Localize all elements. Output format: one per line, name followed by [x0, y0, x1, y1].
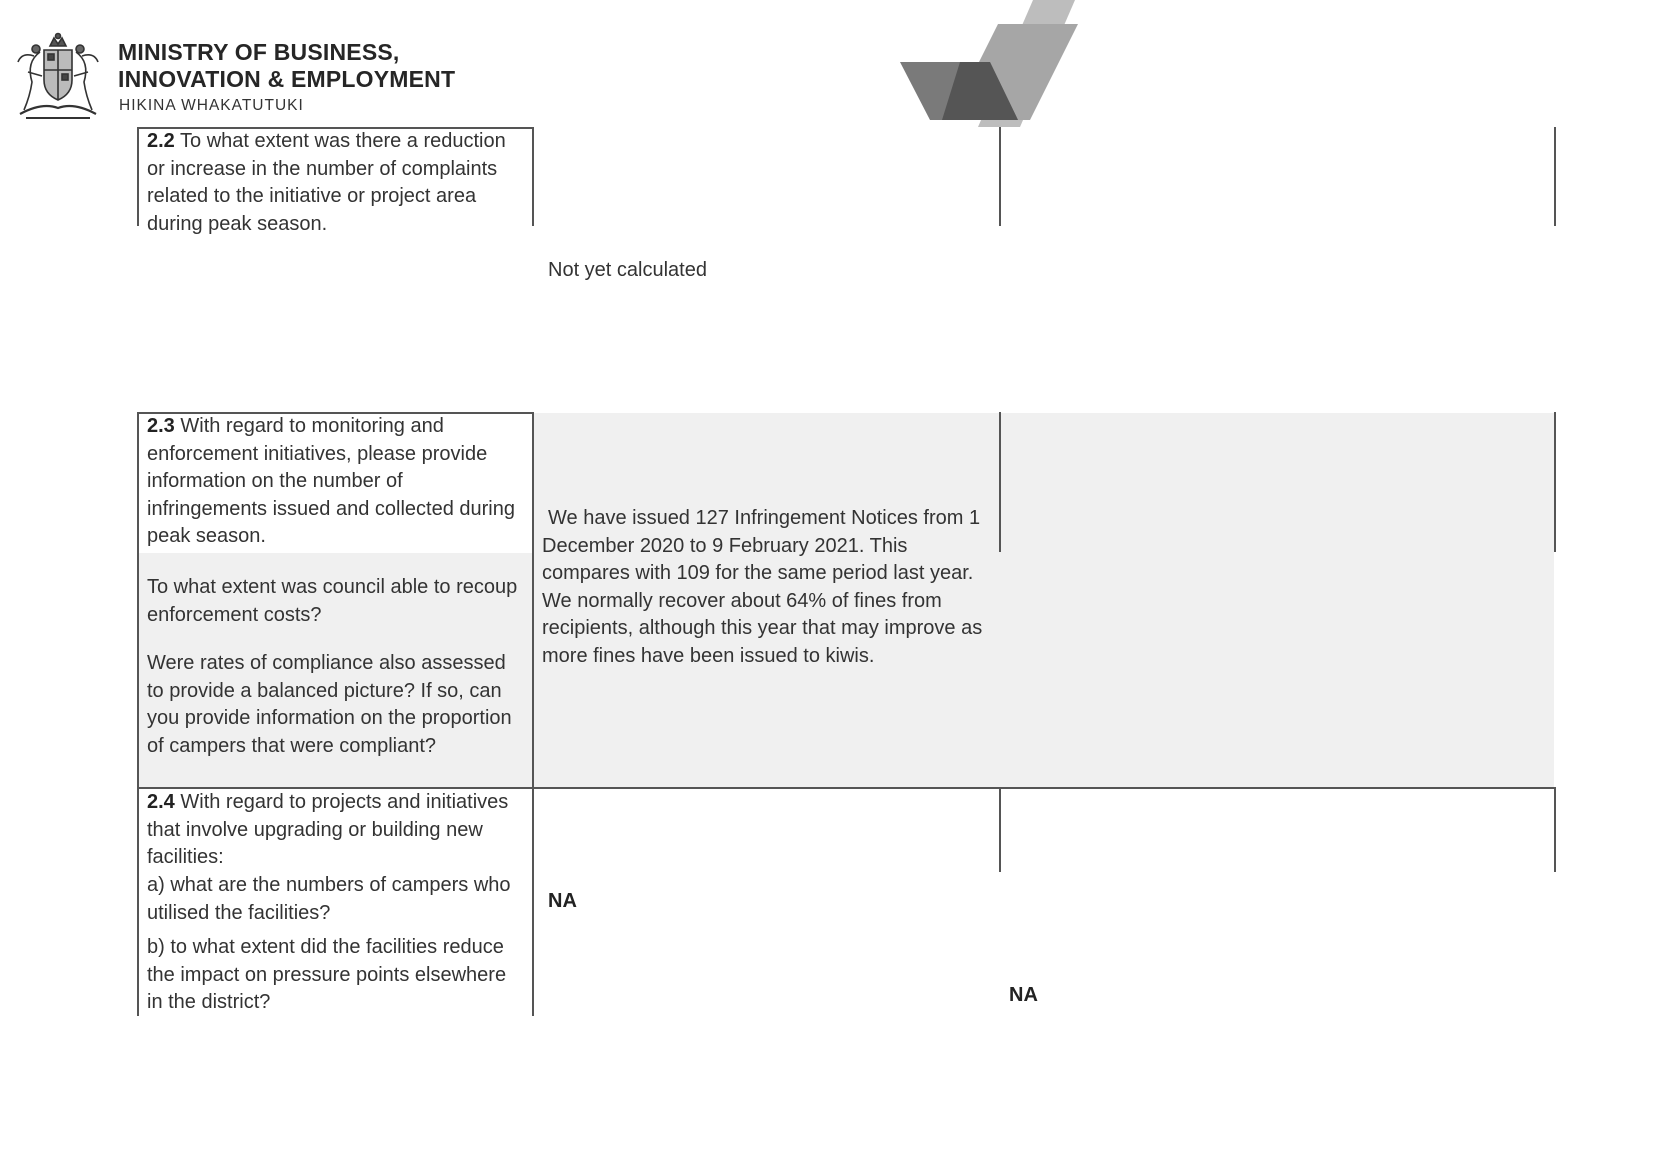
- org-name-line-1: MINISTRY OF BUSINESS,: [118, 39, 400, 65]
- answer-2-2: Not yet calculated: [548, 259, 707, 281]
- table-border: [532, 787, 534, 1016]
- org-name-line-2: INNOVATION & EMPLOYMENT: [118, 66, 456, 92]
- table-border: [137, 787, 139, 1016]
- answer-2-4-second: NA: [1009, 984, 1038, 1006]
- table-border: [137, 412, 139, 788]
- answer-2-3: We have issued 127 Infringement Notices from 1 December 2020 to 9 February 2021. This compares with 109 for the same period last year. We normally recover about 64% of fines from recipients, although this year that may improve as more fines have been issued to kiwis.: [542, 507, 983, 667]
- coat-of-arms-icon: [12, 32, 104, 120]
- question-2-4: [147, 789, 525, 872]
- table-border: [532, 412, 534, 788]
- question-number: 2.3: [147, 415, 175, 437]
- question-2-4-part-a: a) what are the numbers of campers who utilised the facilities?: [147, 874, 511, 924]
- table-border: [532, 127, 534, 226]
- question-2-3: [147, 413, 525, 551]
- question-text: With regard to projects and initiatives that involve upgrading or building new facilities:: [147, 791, 509, 868]
- table-border: [1554, 787, 1556, 872]
- question-text: To what extent was there a reduction or increase in the number of complaints related to the initiative or project area during peak season.: [147, 130, 506, 235]
- table-border: [1554, 127, 1556, 226]
- table-border: [999, 412, 1001, 552]
- question-text: With regard to monitoring and enforcement initiatives, please provide information on the number of infringements issued and collected during peak season.: [147, 415, 515, 547]
- table-border: [1554, 412, 1556, 552]
- question-number: 2.2: [147, 130, 175, 152]
- question-2-4-part-b: b) to what extent did the facilities reduce the impact on pressure points elsewhere in the district?: [147, 936, 507, 1013]
- question-2-3-part-3: Were rates of compliance also assessed to provide a balanced picture? If so, can you provide information on the proportion of campers that were compliant?: [147, 652, 512, 757]
- decorative-banner: [900, 0, 1160, 130]
- table-border: [999, 787, 1001, 872]
- question-number: 2.4: [147, 791, 175, 813]
- table-border: [999, 127, 1001, 226]
- table-border: [137, 127, 139, 226]
- question-2-3-part-2: To what extent was council able to recoup enforcement costs?: [147, 576, 518, 626]
- org-subtitle: HIKINA WHAKATUTUKI: [119, 97, 304, 114]
- question-2-2: [147, 128, 525, 238]
- answer-2-4: NA: [548, 890, 577, 912]
